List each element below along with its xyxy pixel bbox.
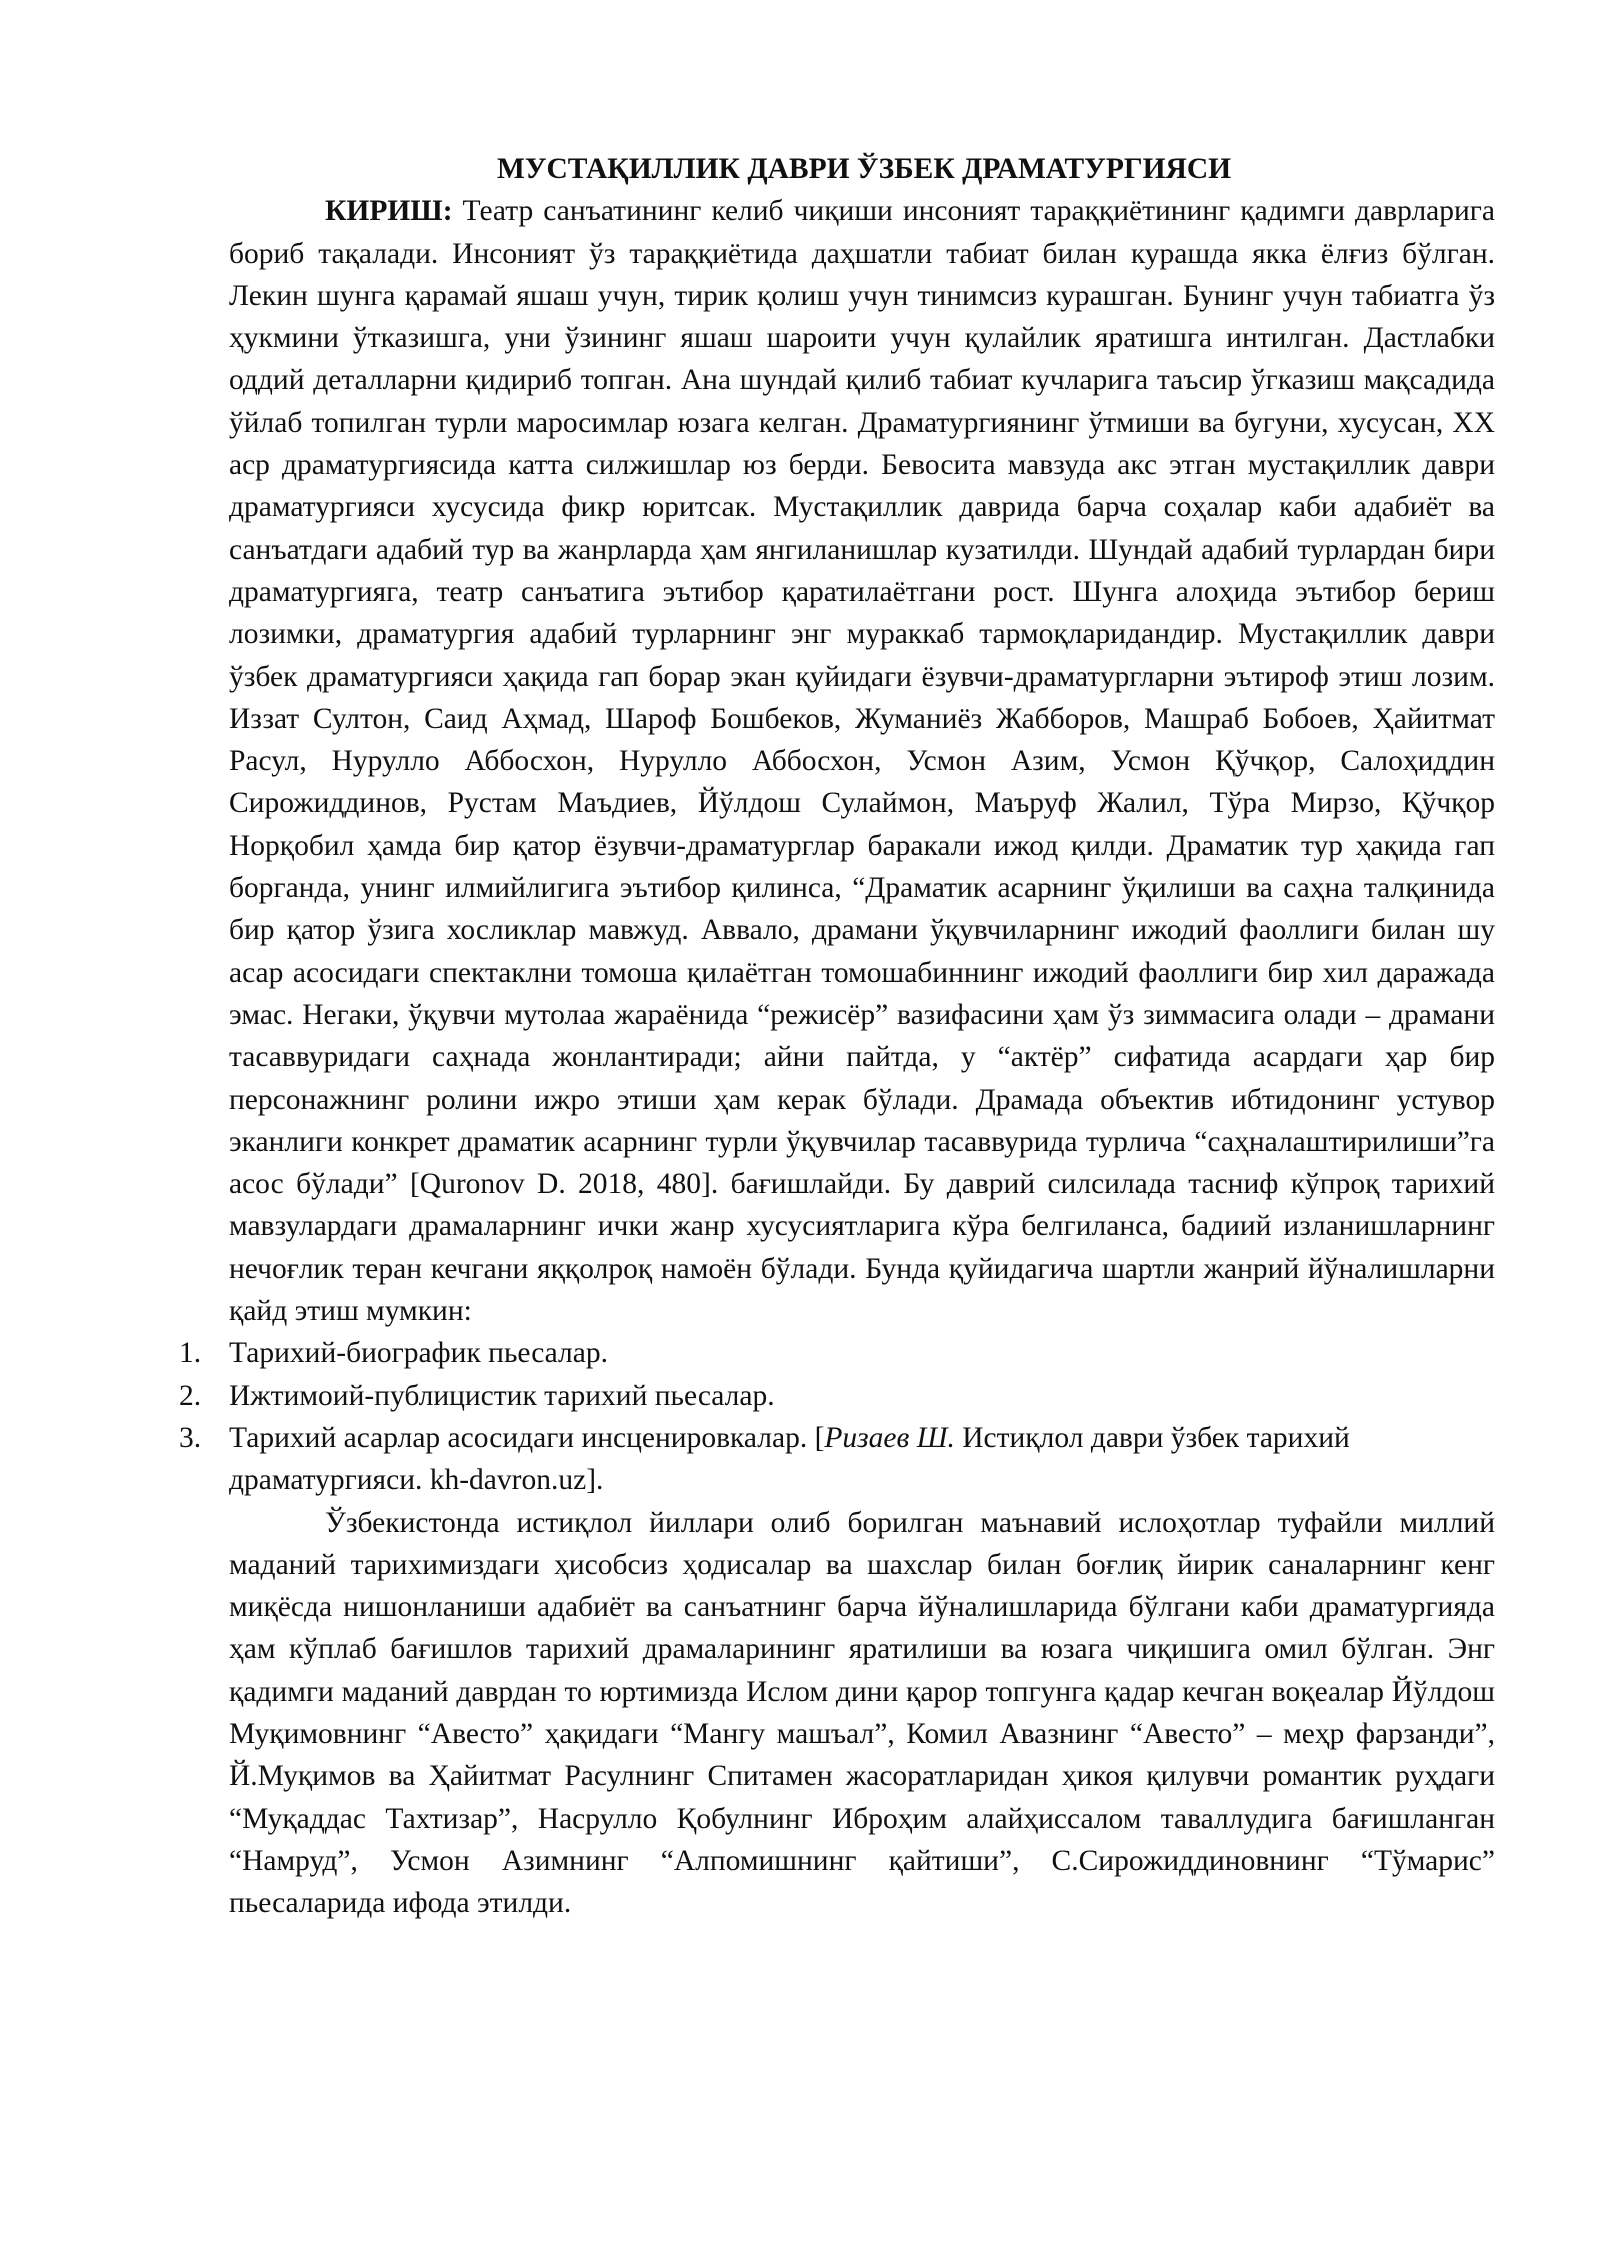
list-item (179, 1332, 1495, 1374)
list-item-text-before: Тарихий асарлар асосидаги инсценировкалар. [ (229, 1421, 825, 1454)
list-item (179, 1375, 1495, 1417)
genre-list (179, 1332, 1495, 1501)
list-item-number: 2. (179, 1379, 202, 1412)
intro-paragraph (229, 190, 1495, 1332)
document-title: МУСТАҚИЛЛИК ДАВРИ ЎЗБЕК ДРАМАТУРГИЯСИ (497, 153, 1232, 185)
citation-author: Ризаев Ш. (824, 1421, 955, 1454)
intro-paragraph-text: Театр санъатининг келиб чиқиши инсоният тараққиётининг қадимги даврларига бориб тақалади. Инсоният ўз тараққиётида даҳшатли табиат билан курашда якка ёлғиз бўлган. Лекин шунга қарамай яшаш учун, тирик қолиш учун тинимсиз курашган. Бунинг учун табиатга ўз ҳукмини ўтказишга, уни ўзининг яшаш шароити учун қулайлик яратишга интилган. Дастлабки оддий деталларни қидириб топган. Ана шундай қилиб табиат кучларига таъсир ўгказиш мақсадида ўйлаб топилган турли маросимлар юзага келган. Драматургиянинг ўтмиши ва бугуни, хусусан, XX аср драматургиясида катта силжишлар юз берди. Бевосита мавзуда акс этган мустақиллик даври драматургияси хусусида фикр юритсак. Мустақиллик даврида барча соҳалар каби адабиёт ва санъатдаги адабий тур ва жанрларда ҳам янгиланишлар кузатилди. Шундай адабий турлардан бири драматургияга, театр санъатига эътибор қаратилаётгани рост. Шунга алоҳида эътибор бериш лозимки, драматургия адабий турларнинг энг мураккаб тармоқларидандир. Мустақиллик даври ўзбек драматургияси ҳақида гап борар экан қуйидаги ёзувчи-драматургларни эътироф этиш лозим. Иззат Султон, Саид Аҳмад, Шароф Бошбеков, Жуманиёз Жабборов, Машраб Бобоев, Ҳайитмат Расул, Нурулло Аббосхон, Нурулло Аббосхон, Усмон Азим, Усмон Қўчқор, Салоҳиддин Сирожиддинов, Рустам Маъдиев, Йўлдош Сулаймон, Маъруф Жалил, Тўра Мирзо, Қўчқор Норқобил ҳамда бир қатор ёзувчи-драматурглар баракали ижод қилди. Драматик тур ҳақида гап борганда, унинг илмийлигига эътибор қилинса, “Драматик асарнинг ўқилиши ва саҳна талқинида бир қатор ўзига хосликлар мавжуд. Аввало, драмани ўқувчиларнинг ижодий фаоллиги билан шу асар асосидаги спектаклни томоша қилаётган томошабиннинг ижодий фаоллиги бир хил даражада эмас. Негаки, ўқувчи мутолаа жараёнида “режисёр” вазифасини ҳам ўз зиммасига олади – драмани тасаввуридаги саҳнада жонлантиради; айни пайтда, у “актёр” сифатида асардаги ҳар бир персонажнинг ролини ижро этиши ҳам керак бўлади. Драмада объектив ибтидонинг устувор эканлиги конкрет драматик асарнинг турли ўқувчилар тасаввурида турлича “саҳналаштирилиши”га асос бўлади” [Quronov D. 2018, 480]. бағишлайди. Бу даврий силсилада тасниф кўпроқ тарихий мавзулардаги драмаларнинг ички жанр хусусиятларига кўра белгиланса, бадиий изланишларнинг нечоғлик теран кечгани яққолроқ намоён бўлади. Бунда қуйидагича шартли жанрий йўналишларни қайд этиш мумкин: (229, 195, 1495, 1328)
intro-label: КИРИШ: (325, 195, 453, 228)
list-item-text: Ижтимоий-публицистик тарихий пьесалар. (229, 1379, 775, 1412)
list-item-text: Тарихий-биографик пьесалар. (229, 1337, 608, 1370)
list-item-text (229, 1422, 1350, 1496)
list-item-number: 3. (179, 1421, 202, 1454)
list-item-text-after: Истиқлол даври ўзбек тарихий драматургияси. kh-davron.uz]. (229, 1421, 1350, 1497)
list-item (179, 1417, 1495, 1502)
second-paragraph: Ўзбекистонда истиқлол йиллари олиб борилган маънавий ислоҳотлар туфайли миллий маданий тарихимиздаги ҳисобсиз ҳодисалар ва шахслар билан боғлиқ йирик саналарнинг кенг миқёсда нишонланиши адабиёт ва санъатнинг барча йўналишларида бўлгани каби драматургияда ҳам кўплаб бағишлов тарихий драмаларининг яратилиши ва юзага чиқишига омил бўлган. Энг қадимги маданий даврдан то юртимизда Ислом дини қарор топгунга қадар кечган воқеалар Йўлдош Муқимовнинг “Авесто” ҳақидаги “Мангу машъал”, Комил Авазнинг “Авесто” – меҳр фарзанди”, Й.Муқимов ва Ҳайитмат Расулнинг Спитамен жасоратларидан ҳикоя қилувчи романтик руҳдаги “Муқаддас Тахтизар”, Насрулло Қобулнинг Иброҳим алайҳиссалом таваллудига бағишланган “Намруд”, Усмон Азимнинг “Алпомишнинг қайтиши”, С.Сирожиддиновнинг “Тўмарис” пьесаларида ифода этилди. (229, 1506, 1495, 1920)
list-item-number: 1. (179, 1337, 202, 1370)
document-body (179, 148, 1495, 1924)
